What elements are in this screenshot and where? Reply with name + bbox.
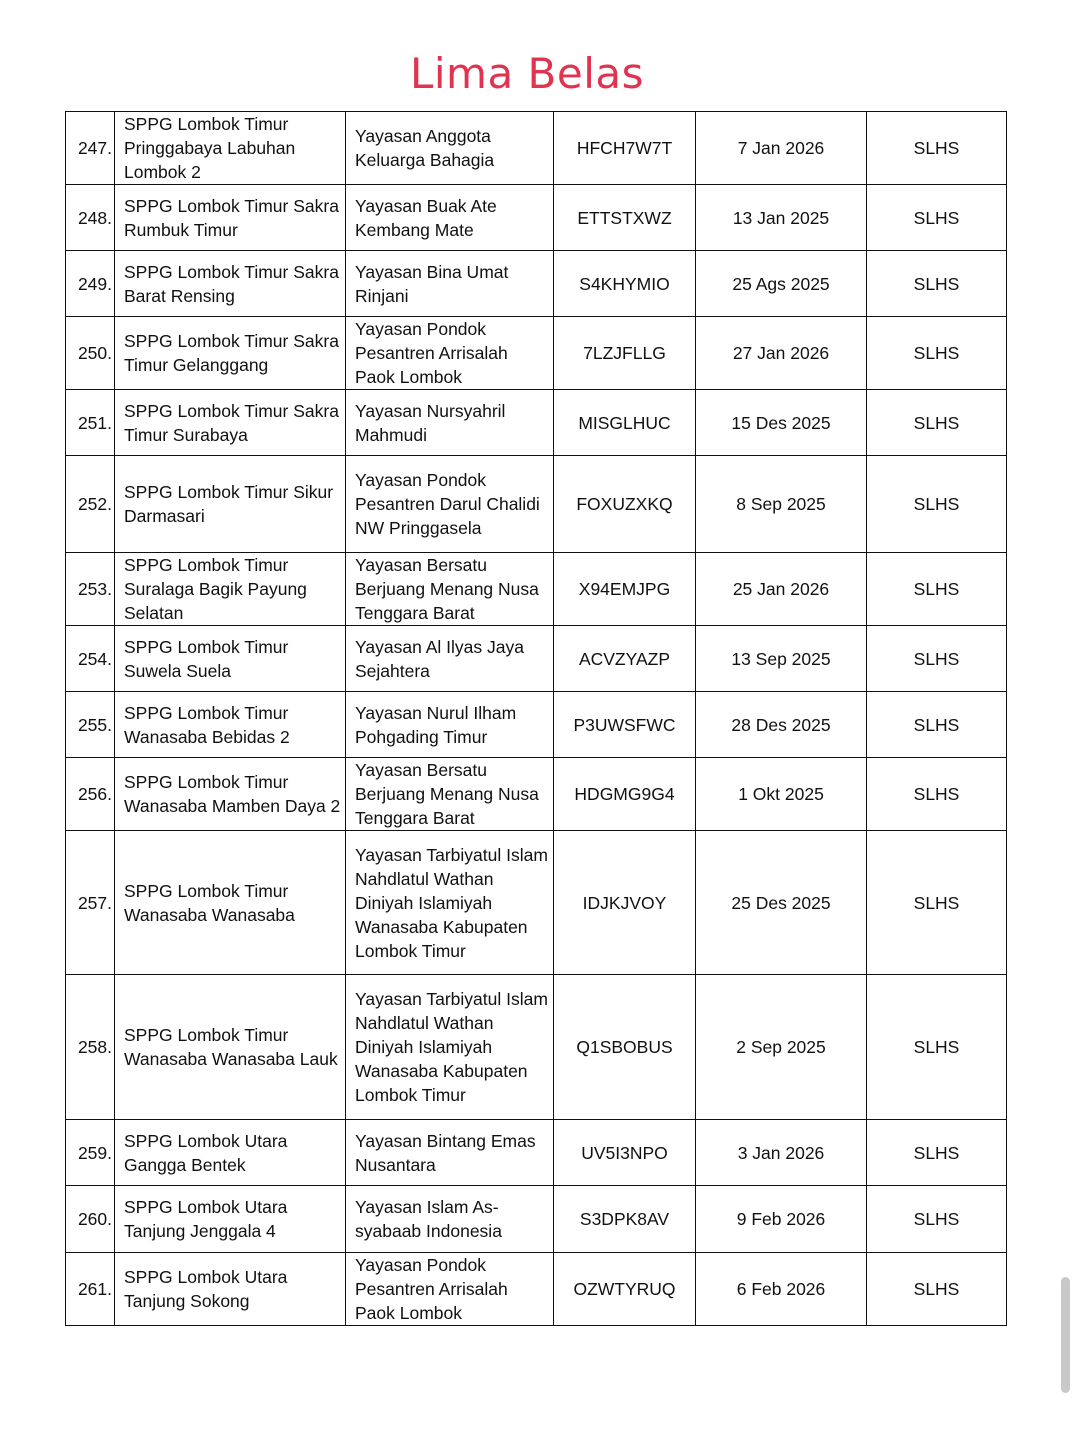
sppg-name: SPPG Lombok Timur Wanasaba Wanasaba Lauk xyxy=(115,975,346,1120)
certificate-type: SLHS xyxy=(867,456,1007,553)
row-number: 254. xyxy=(66,626,115,692)
sppg-name: SPPG Lombok Timur Sakra Timur Gelanggang xyxy=(115,317,346,390)
registration-code: X94EMJPG xyxy=(554,553,696,626)
certificate-type: SLHS xyxy=(867,112,1007,185)
row-number: 250. xyxy=(66,317,115,390)
certificate-type: SLHS xyxy=(867,251,1007,317)
foundation-name: Yayasan Tarbiyatul Islam Nahdlatul Wathan Diniyah Islamiyah Wanasaba Kabupaten Lombok Timur xyxy=(346,975,554,1120)
foundation-name: Yayasan Bintang Emas Nusantara xyxy=(346,1120,554,1186)
row-number: 258. xyxy=(66,975,115,1120)
certificate-type: SLHS xyxy=(867,317,1007,390)
registration-code: S3DPK8AV xyxy=(554,1186,696,1253)
table-row xyxy=(66,1120,1007,1186)
table-row xyxy=(66,390,1007,456)
foundation-name: Yayasan Bersatu Berjuang Menang Nusa Tenggara Barat xyxy=(346,758,554,831)
table-row xyxy=(66,692,1007,758)
certificate-type: SLHS xyxy=(867,553,1007,626)
row-number: 256. xyxy=(66,758,115,831)
table-row xyxy=(66,112,1007,185)
row-number: 260. xyxy=(66,1186,115,1253)
date: 25 Des 2025 xyxy=(696,831,867,975)
certificate-type: SLHS xyxy=(867,1186,1007,1253)
foundation-name: Yayasan Tarbiyatul Islam Nahdlatul Wathan Diniyah Islamiyah Wanasaba Kabupaten Lombok Timur xyxy=(346,831,554,975)
registration-code: S4KHYMIO xyxy=(554,251,696,317)
certificate-type: SLHS xyxy=(867,692,1007,758)
row-number: 247. xyxy=(66,112,115,185)
foundation-name: Yayasan Anggota Keluarga Bahagia xyxy=(346,112,554,185)
date: 27 Jan 2026 xyxy=(696,317,867,390)
foundation-name: Yayasan Pondok Pesantren Arrisalah Paok Lombok xyxy=(346,1253,554,1326)
foundation-name: Yayasan Pondok Pesantren Arrisalah Paok Lombok xyxy=(346,317,554,390)
sppg-name: SPPG Lombok Timur Sakra Timur Surabaya xyxy=(115,390,346,456)
date: 7 Jan 2026 xyxy=(696,112,867,185)
certificate-type: SLHS xyxy=(867,185,1007,251)
table-row xyxy=(66,758,1007,831)
date: 25 Jan 2026 xyxy=(696,553,867,626)
sppg-name: SPPG Lombok Timur Wanasaba Mamben Daya 2 xyxy=(115,758,346,831)
registration-code: UV5I3NPO xyxy=(554,1120,696,1186)
date: 2 Sep 2025 xyxy=(696,975,867,1120)
certificate-type: SLHS xyxy=(867,831,1007,975)
row-number: 248. xyxy=(66,185,115,251)
certificate-type: SLHS xyxy=(867,626,1007,692)
registration-code: HDGMG9G4 xyxy=(554,758,696,831)
certificate-type: SLHS xyxy=(867,1120,1007,1186)
sppg-name: SPPG Lombok Timur Wanasaba Bebidas 2 xyxy=(115,692,346,758)
sppg-table xyxy=(65,111,1007,1326)
sppg-name: SPPG Lombok Timur Sakra Rumbuk Timur xyxy=(115,185,346,251)
certificate-type: SLHS xyxy=(867,975,1007,1120)
table-row xyxy=(66,831,1007,975)
table-row xyxy=(66,1253,1007,1326)
foundation-name: Yayasan Bina Umat Rinjani xyxy=(346,251,554,317)
table-row xyxy=(66,553,1007,626)
registration-code: IDJKJVOY xyxy=(554,831,696,975)
row-number: 249. xyxy=(66,251,115,317)
page-title: Lima Belas xyxy=(409,49,644,98)
registration-code: Q1SBOBUS xyxy=(554,975,696,1120)
foundation-name: Yayasan Bersatu Berjuang Menang Nusa Tenggara Barat xyxy=(346,553,554,626)
table-row xyxy=(66,975,1007,1120)
sppg-name: SPPG Lombok Utara Gangga Bentek xyxy=(115,1120,346,1186)
foundation-name: Yayasan Al Ilyas Jaya Sejahtera xyxy=(346,626,554,692)
sppg-name: SPPG Lombok Timur Sakra Barat Rensing xyxy=(115,251,346,317)
foundation-name: Yayasan Buak Ate Kembang Mate xyxy=(346,185,554,251)
date: 3 Jan 2026 xyxy=(696,1120,867,1186)
date: 8 Sep 2025 xyxy=(696,456,867,553)
foundation-name: Yayasan Nursyahril Mahmudi xyxy=(346,390,554,456)
registration-code: ACVZYAZP xyxy=(554,626,696,692)
foundation-name: Yayasan Islam As-syabaab Indonesia xyxy=(346,1186,554,1253)
registration-code: P3UWSFWC xyxy=(554,692,696,758)
registration-code: FOXUZXKQ xyxy=(554,456,696,553)
certificate-type: SLHS xyxy=(867,1253,1007,1326)
sppg-name: SPPG Lombok Utara Tanjung Jenggala 4 xyxy=(115,1186,346,1253)
row-number: 261. xyxy=(66,1253,115,1326)
table-row xyxy=(66,185,1007,251)
row-number: 253. xyxy=(66,553,115,626)
registration-code: HFCH7W7T xyxy=(554,112,696,185)
registration-code: OZWTYRUQ xyxy=(554,1253,696,1326)
date: 1 Okt 2025 xyxy=(696,758,867,831)
row-number: 255. xyxy=(66,692,115,758)
date: 25 Ags 2025 xyxy=(696,251,867,317)
date: 9 Feb 2026 xyxy=(696,1186,867,1253)
table-row xyxy=(66,626,1007,692)
certificate-type: SLHS xyxy=(867,758,1007,831)
table-row xyxy=(66,317,1007,390)
row-number: 252. xyxy=(66,456,115,553)
registration-code: ETTSTXWZ xyxy=(554,185,696,251)
table-row xyxy=(66,251,1007,317)
date: 13 Jan 2025 xyxy=(696,185,867,251)
table-row xyxy=(66,456,1007,553)
row-number: 257. xyxy=(66,831,115,975)
sppg-name: SPPG Lombok Timur Pringgabaya Labuhan Lombok 2 xyxy=(115,112,346,185)
sppg-name: SPPG Lombok Timur Sikur Darmasari xyxy=(115,456,346,553)
registration-code: MISGLHUC xyxy=(554,390,696,456)
date: 15 Des 2025 xyxy=(696,390,867,456)
foundation-name: Yayasan Pondok Pesantren Darul Chalidi NW Pringgasela xyxy=(346,456,554,553)
certificate-type: SLHS xyxy=(867,390,1007,456)
foundation-name: Yayasan Nurul Ilham Pohgading Timur xyxy=(346,692,554,758)
sppg-name: SPPG Lombok Utara Tanjung Sokong xyxy=(115,1253,346,1326)
vertical-scrollbar[interactable] xyxy=(1061,1277,1070,1393)
row-number: 259. xyxy=(66,1120,115,1186)
date: 28 Des 2025 xyxy=(696,692,867,758)
date: 13 Sep 2025 xyxy=(696,626,867,692)
date: 6 Feb 2026 xyxy=(696,1253,867,1326)
sppg-name: SPPG Lombok Timur Suwela Suela xyxy=(115,626,346,692)
registration-code: 7LZJFLLG xyxy=(554,317,696,390)
row-number: 251. xyxy=(66,390,115,456)
sppg-name: SPPG Lombok Timur Suralaga Bagik Payung Selatan xyxy=(115,553,346,626)
sppg-name: SPPG Lombok Timur Wanasaba Wanasaba xyxy=(115,831,346,975)
table-row xyxy=(66,1186,1007,1253)
